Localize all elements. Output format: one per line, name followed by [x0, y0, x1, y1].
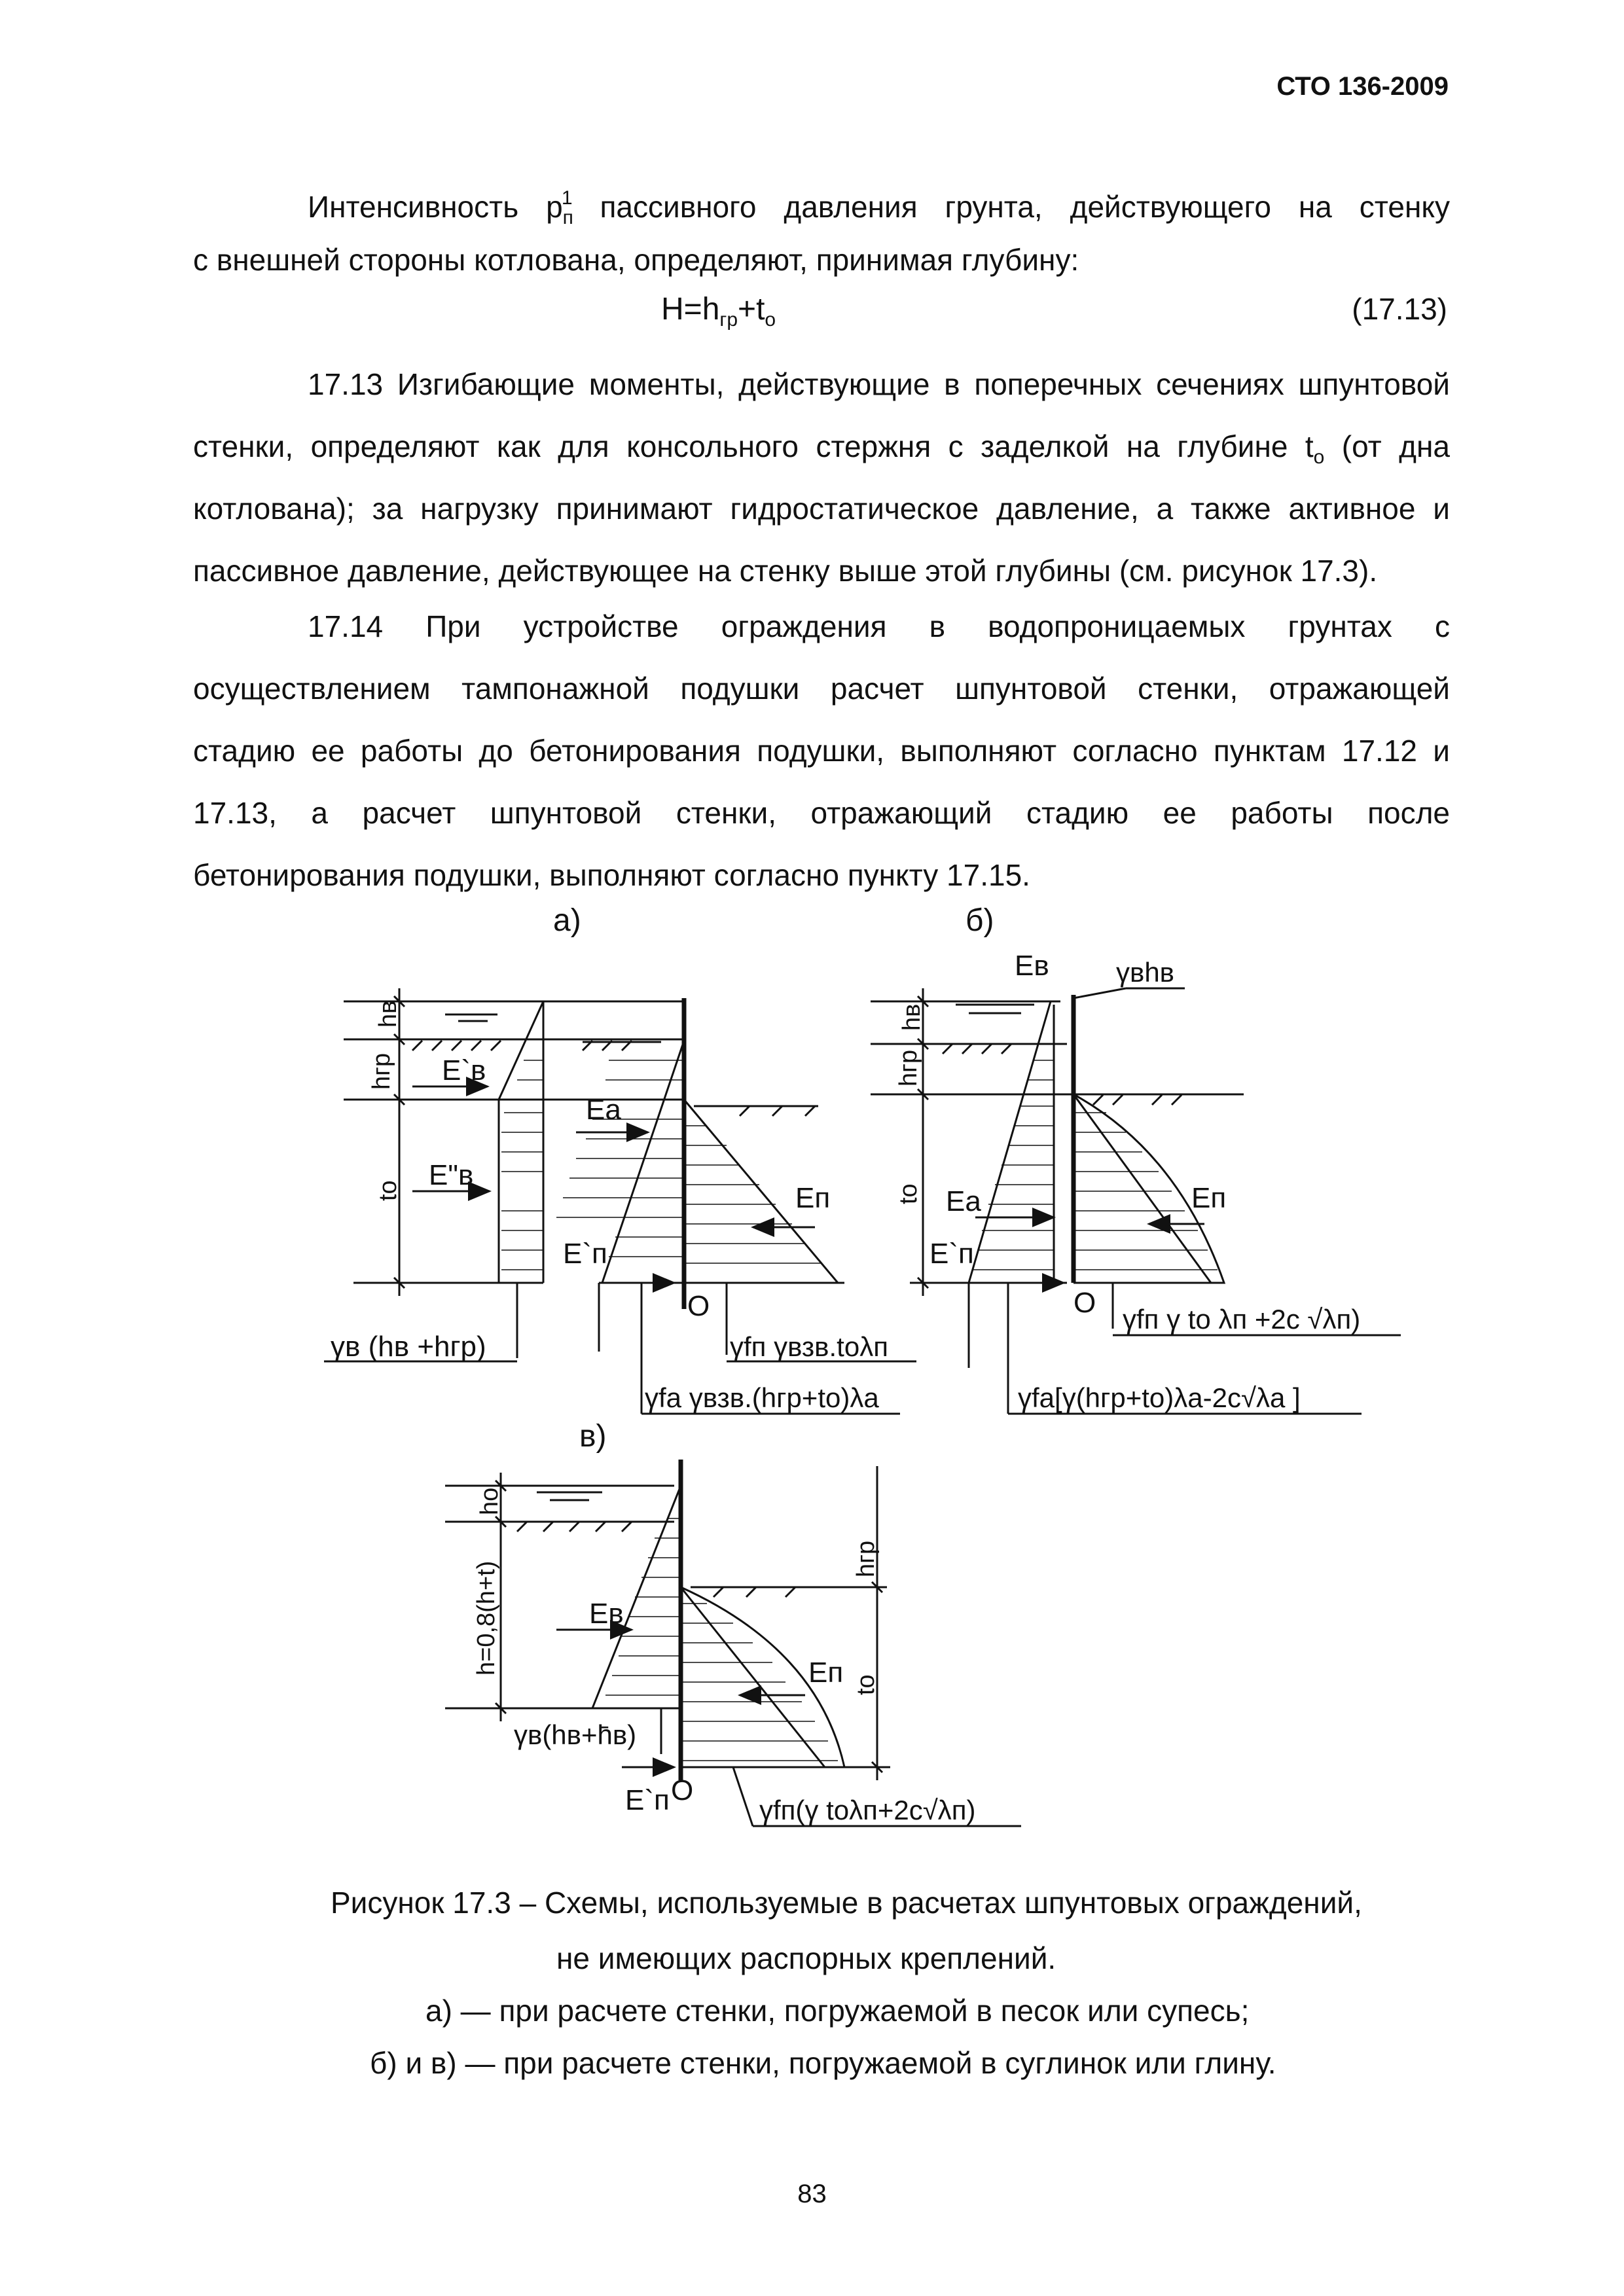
b-hgr: hгр [895, 1049, 922, 1086]
c-h: h=0,8(h+t) [473, 1560, 500, 1676]
b-f2: γfа[γ(hгр+to)λа-2c√λа ] [1018, 1382, 1301, 1413]
c-hgr: hгр [852, 1540, 880, 1577]
c-Ep: Eп [808, 1657, 844, 1689]
b-Ev: Eв [1015, 950, 1049, 982]
a-f3: γfа γвзв.(hгр+to)λа [645, 1382, 879, 1413]
para2-line4: пассивное давление, действующее на стенку выше этой глубины (см. рисунок 17.3). [193, 554, 1378, 588]
a-Ep1: E`п [563, 1238, 607, 1270]
para1-line1: Интенсивность $p_п^1$ пассивного давления грунта, действующего на стенку [308, 187, 1450, 228]
para3-line3: стадию ее работы до бетонирования подушки, выполняют согласно пунктам 17.12 и [193, 734, 1450, 768]
c-Ep1: E`п [625, 1784, 670, 1816]
b-to: to [895, 1183, 922, 1204]
a-Ev1: E`в [442, 1054, 486, 1086]
label-v: в) [579, 1419, 607, 1454]
caption-line3: а) — при расчете стенки, погружаемой в песок или супесь; [425, 1994, 1250, 2028]
c-to: to [852, 1674, 880, 1695]
a-to: to [374, 1180, 402, 1201]
b-Ep: Eп [1191, 1182, 1227, 1214]
caption-line1: Рисунок 17.3 – Схемы, используемые в расчетах шпунтовых ограждений, [331, 1886, 1362, 1920]
label-b: б) [965, 903, 994, 938]
b-O: O [1074, 1287, 1096, 1319]
label-a: а) [553, 903, 581, 938]
caption-line4: б) и в) — при расчете стенки, погружаемой в суглинок или глину. [370, 2046, 1276, 2080]
a-hv: hв [374, 1000, 402, 1028]
para3-line4: 17.13, а расчет шпунтовой стенки, отражающий стадию ее работы после [193, 796, 1450, 830]
para2-line3: котлована); за нагрузку принимают гидростатическое давление, а также активное и [193, 492, 1450, 526]
c-f2: γfп(γ toλп+2c√λп) [759, 1795, 976, 1825]
a-Ep: Eп [795, 1182, 831, 1214]
formula-17-13: $H=h_{гр}+t_o$ [661, 292, 776, 331]
c-O: O [671, 1774, 694, 1806]
caption-line2: не имеющих распорных креплений. [556, 1941, 1056, 1975]
c-ho: ho [476, 1487, 503, 1515]
b-Ea: Eа [946, 1185, 981, 1217]
a-Ea: Eа [586, 1094, 621, 1126]
page-number: 83 [797, 2179, 827, 2208]
a-Ev2: E"в [429, 1159, 474, 1191]
document-code: СТО 136-2009 [1276, 72, 1449, 101]
para3-line2: осуществлением тампонажной подушки расчет шпунтовой стенки, отражающей [193, 672, 1450, 706]
b-f1: γfп γ to λп +2c √λп) [1123, 1304, 1361, 1335]
a-O: O [687, 1290, 710, 1322]
b-hv: hв [898, 1003, 926, 1031]
para3-line5: бетонирования подушки, выполняют согласно пункту 17.15. [193, 858, 1030, 892]
figure-17-3 [0, 897, 1624, 1846]
b-gvhv: γвhв [1116, 957, 1174, 988]
a-f2: γfп γвзв.toλп [730, 1331, 888, 1362]
formula-number: (17.13) [1352, 292, 1447, 326]
c-Ev: Eв [589, 1598, 624, 1630]
para3-line1: 17.14 При устройстве ограждения в водопроницаемых грунтах с [308, 609, 1450, 643]
b-Ep1: E`п [929, 1238, 974, 1270]
para2-line2: стенки, определяют как для консольного стержня с заделкой на глубине $t_o$ (от дна [193, 429, 1450, 468]
a-f1: γв (hв +hгр) [331, 1331, 486, 1363]
para2-line1: 17.13 Изгибающие моменты, действующие в поперечных сечениях шпунтовой [308, 367, 1450, 401]
para1-line2: с внешней стороны котлована, определяют, принимая глубину: [193, 243, 1079, 277]
a-hgr: hгр [368, 1052, 395, 1090]
c-f1: γв(hв+h̄в) [514, 1719, 637, 1750]
